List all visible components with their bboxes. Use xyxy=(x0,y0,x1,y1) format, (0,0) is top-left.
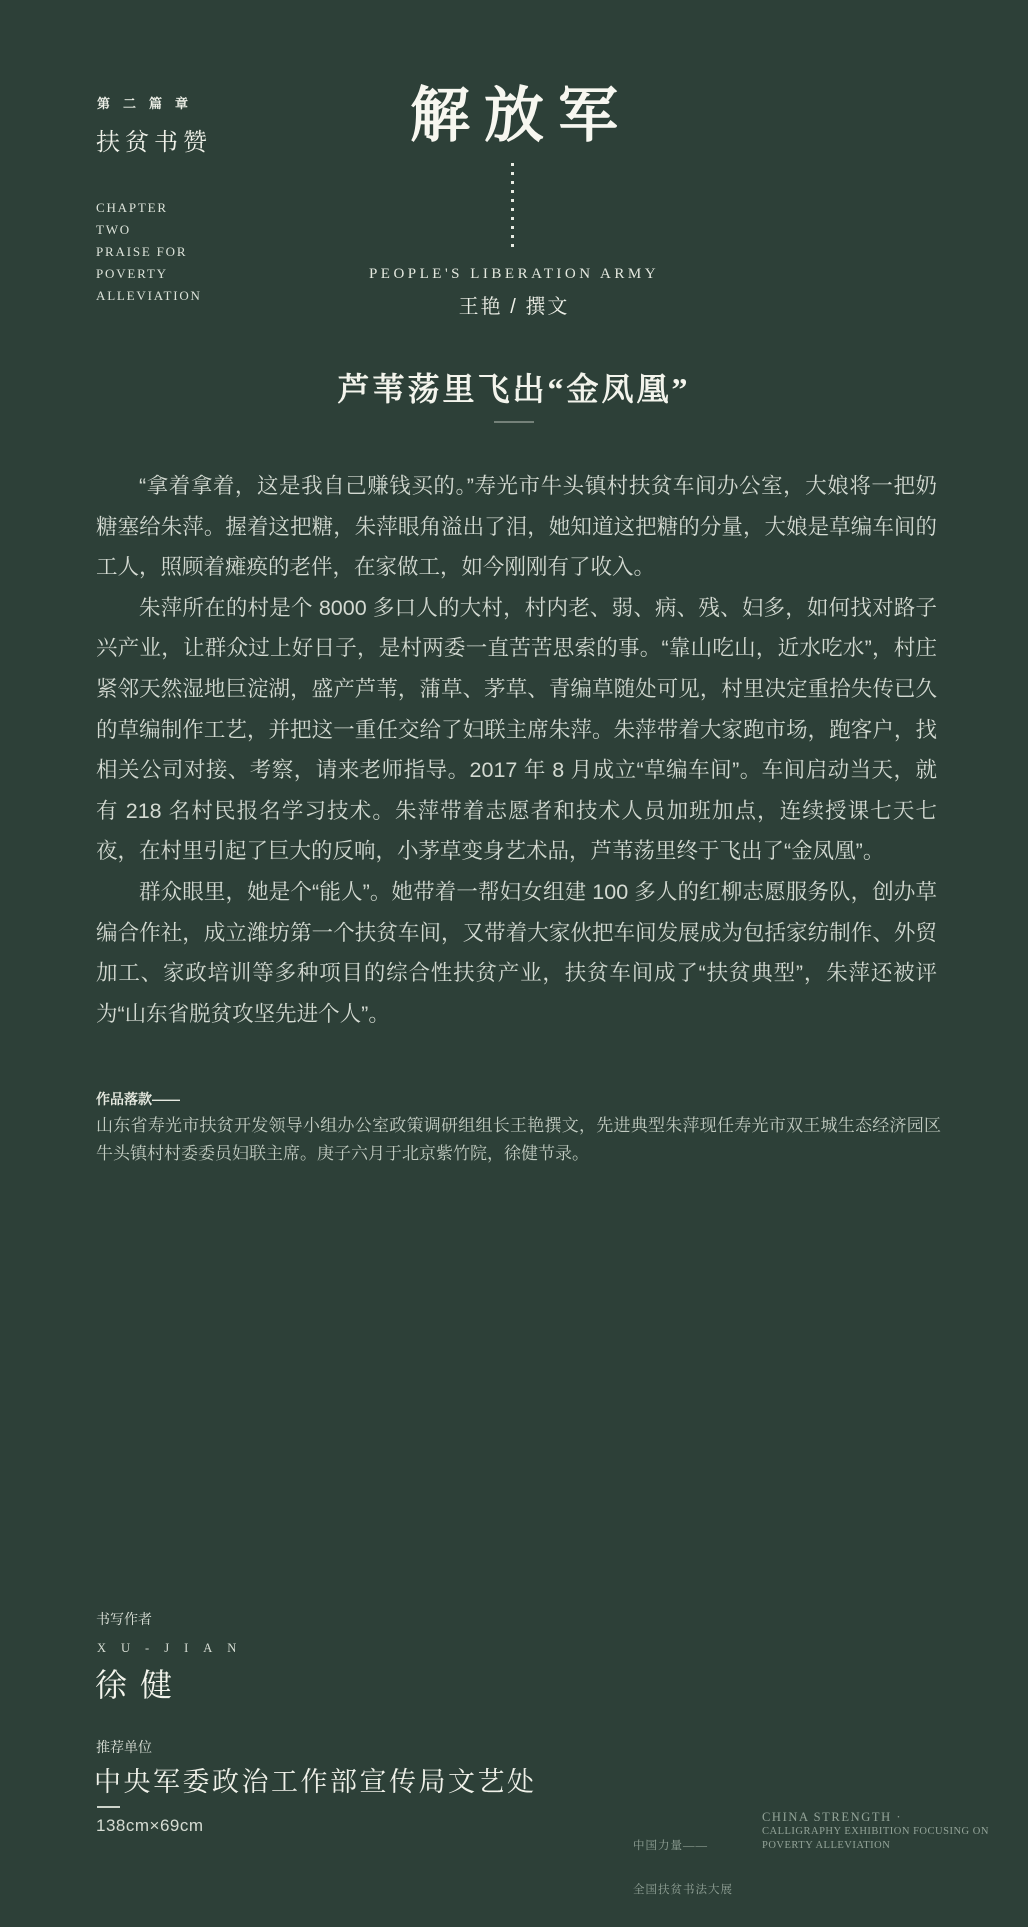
exhibition-brand xyxy=(633,1810,1028,1926)
recommender-name: 中央军委政治工作部宣传局文艺处 xyxy=(94,1767,537,1797)
writer-section-label: 书写作者 xyxy=(96,1611,152,1627)
recommender-section-label: 推荐单位 xyxy=(96,1739,152,1755)
colophon-label: 作品落款—— xyxy=(96,1091,180,1107)
writer-latin-name: XU-JIAN xyxy=(97,1641,252,1655)
article-heading: 芦苇荡里飞出“金凤凰” xyxy=(337,371,691,407)
chapter-number-label: 第二篇章 xyxy=(97,96,202,111)
article-paragraph: 群众眼里，她是个“能人”。她带着一帮妇女组建 100 多人的红柳志愿服务队，创办草编合作社，成立潍坊第一个扶贫车间，又带着大家伙把车间发展成为包括家纺制作、外贸加工、家政培训等多种项目的综合性扶贫产业，扶贫车间成了“扶贫典型”，朱萍还被评为“山东省脱贫攻坚先进个人”。 xyxy=(96,879,937,1026)
size-divider xyxy=(97,1806,120,1808)
writer-name: 徐健 xyxy=(95,1667,186,1703)
article-body xyxy=(96,466,937,1034)
article-paragraph: 朱萍所在的村是个 8000 多口人的大村，村内老、弱、病、残、妇多，如何找对路子兴产业，让群众过上好日子，是村两委一直苦苦思索的事。“靠山吃山，近水吃水”，村庄紧邻天然湿地巨淀湖，盛产芦苇，蒲草、茅草、青编草随处可见，村里决定重拾失传已久的草编制作工艺，并把这一重任交给了妇联主席朱萍。朱萍带着大家跑市场，跑客户，找相关公司对接、考察，请来老师指导。2017 年 8 月成立“草编车间”。车间启动当天，就有 218 名村民报名学习技术。朱萍带着志愿者和技术人员加班加点，连续授课七天七夜，在村里引起了巨大的反响，小茅草变身艺术品，芦苇荡里终于飞出了“金凤凰”。 xyxy=(96,595,937,864)
chapter-english-group1 xyxy=(96,197,168,241)
chapter-title: 扶贫书赞 xyxy=(96,130,212,156)
colophon-text: 山东省寿光市扶贫开发领导小组办公室政策调研组组长王艳撰文，先进典型朱萍现任寿光市双王城生态经济园区牛头镇村村委委员妇联主席。庚子六月于北京紫竹院，徐健节录。 xyxy=(96,1116,941,1163)
exhibition-brand-chinese xyxy=(633,1810,733,1926)
chapter-en-line: ALLEVIATION xyxy=(96,288,202,303)
brand-zh-line: 中国力量—— xyxy=(633,1840,708,1852)
chapter-en-line: POVERTY xyxy=(96,266,168,281)
brand-zh-line: 全国扶贫书法大展 xyxy=(633,1883,733,1896)
page-title-english: PEOPLE'S LIBERATION ARMY xyxy=(368,266,660,282)
exhibition-brand-english xyxy=(762,1810,1028,1926)
brand-en-line: CHINA STRENGTH · xyxy=(762,1810,903,1824)
vertical-dotted-divider xyxy=(511,163,514,249)
chapter-en-line: PRAISE FOR xyxy=(96,244,188,259)
chapter-en-line: TWO xyxy=(96,222,131,237)
chapter-en-line: CHAPTER xyxy=(96,200,168,215)
author-byline: 王艳 / 撰文 xyxy=(458,296,570,318)
page-title: 解放军 xyxy=(410,83,632,149)
heading-divider xyxy=(494,421,534,423)
artwork-size: 138cm×69cm xyxy=(96,1816,204,1835)
brand-en-line: CALLIGRAPHY EXHIBITION FOCUSING ON POVERTY ALLEVIATION xyxy=(762,1825,989,1851)
article-paragraph: “拿着拿着，这是我自己赚钱买的。”寿光市牛头镇村扶贫车间办公室，大娘将一把奶糖塞给朱萍。握着这把糖，朱萍眼角溢出了泪，她知道这把糖的分量，大娘是草编车间的工人，照顾着瘫痪的老伴，在家做工，如今刚刚有了收入。 xyxy=(96,474,937,580)
